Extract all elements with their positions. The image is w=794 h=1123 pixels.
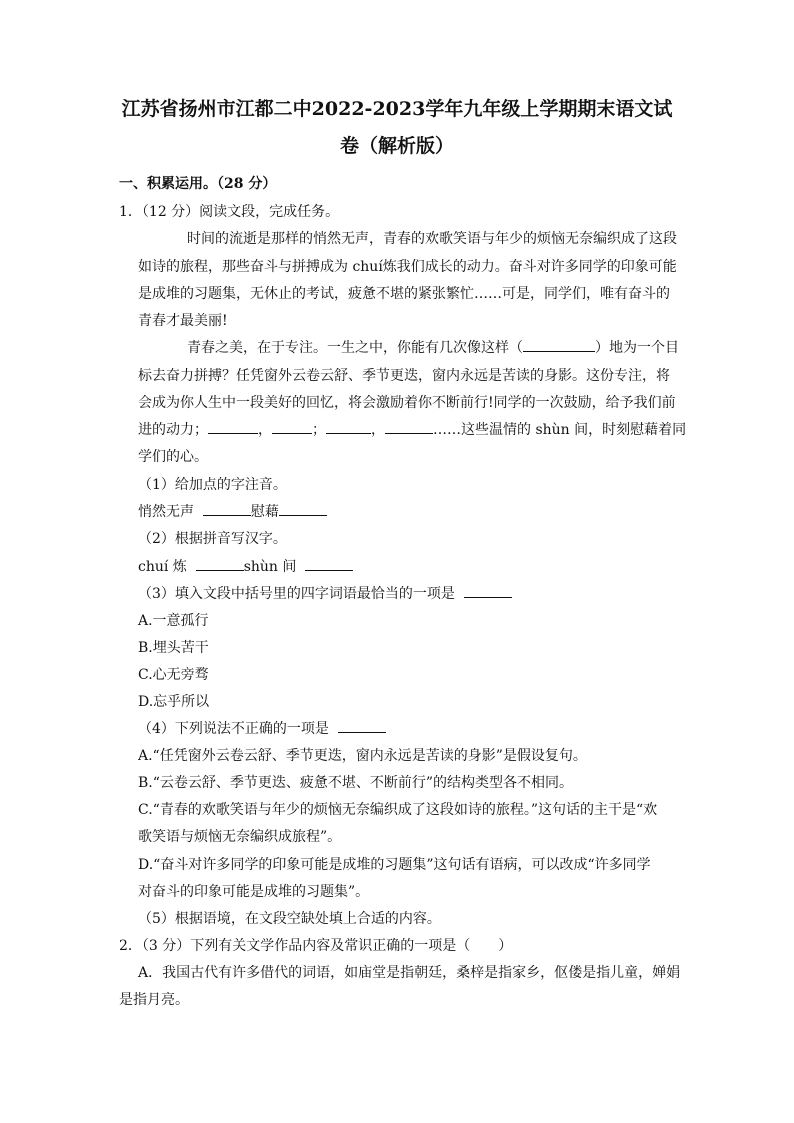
q1-sub4-option-a: A.“任凭窗外云卷云舒、季节更迭，窗内永远是苦读的身影”是假设复句。: [138, 748, 587, 764]
q1-passage-p2-line1-text-a: 青春之美，在于专注。一生之中，你能有几次像这样（: [187, 340, 523, 356]
q1-sub4-option-c-line2: 歌笑语与烦恼无奈编织成旅程”。: [138, 829, 342, 845]
q1-sub3-option-a: A.一意孤行: [138, 613, 209, 629]
q1-passage-p2-line5: 学们的心。: [138, 449, 208, 465]
q1-passage-p1-line2: 如诗的旅程，那些奋斗与拼搏成为 chuí炼我们成长的动力。奋斗对许多同学的印象可能: [138, 259, 677, 275]
q1-sub5-label: （5）根据语境，在文段空缺处填上合适的内容。: [138, 911, 441, 927]
q1-sub4-option-b: B.“云卷云舒、季节更迭、疲惫不堪、不断前行”的结构类型各不相同。: [138, 775, 574, 791]
answer-blank[interactable]: [196, 558, 244, 571]
q2-header: 2．（3 分）下列有关文学作品内容及常识正确的一项是（ ）: [119, 938, 513, 954]
sub1-word1: 悄然无声: [138, 504, 194, 520]
document-title-line1: 江苏省扬州市江都二中2022-2023学年九年级上学期期末语文试: [121, 98, 673, 120]
separator: ；: [312, 422, 326, 438]
q1-sub3-label-line: [138, 585, 512, 603]
q1-header: 1．（12 分）阅读文段，完成任务。: [119, 204, 340, 220]
q1-passage-p1-line4: 青春才最美丽!: [138, 313, 228, 329]
answer-blank[interactable]: [208, 421, 258, 434]
q1-passage-p1-line3: 是成堆的习题集，无休止的考试，疲惫不堪的紧张繁忙……可是，同学们，唯有奋斗的: [138, 286, 670, 302]
q2-option-a-line2: 是指月亮。: [119, 992, 189, 1008]
q1-passage-p1-line1: 时间的流逝是那样的悄然无声，青春的欢歌笑语与年少的烦恼无奈编织成了这段: [187, 231, 677, 247]
q1-passage-p2-line1-text-b: ）地为一个目: [595, 340, 679, 356]
q1-sub4-option-d-line1: D.“奋斗对许多同学的印象可能是成堆的习题集”这句话有语病，可以改成“许多同学: [138, 857, 651, 873]
answer-blank[interactable]: [523, 339, 595, 352]
answer-blank[interactable]: [385, 421, 433, 434]
q1-passage-p2-line2: 标去奋力拼搏？任凭窗外云卷云舒、季节更迭，窗内永远是苦读的身影。这份专注，将: [138, 368, 670, 384]
document-title-line2: 卷（解析版）: [339, 135, 454, 157]
answer-blank[interactable]: [305, 558, 353, 571]
answer-blank[interactable]: [272, 421, 312, 434]
q1-sub3-option-c: C.心无旁骛: [138, 667, 209, 683]
sub2-word2: shùn 间: [243, 559, 297, 575]
q1-sub2-label: （2）根据拼音写汉字。: [138, 531, 287, 547]
sub2-word1: chuí 炼: [138, 559, 187, 575]
q1-sub3-option-b: B.埋头苦干: [138, 640, 209, 656]
q1-sub1-answer-line: [138, 503, 327, 521]
sub1-word2: 慰藉: [250, 504, 279, 520]
q2-option-a-line1: A．我国古代有许多借代的词语，如庙堂是指朝廷，桑梓是指家乡，伛偻是指儿童，婵娟: [138, 965, 681, 981]
q1-passage-p2-line4-text-b: ……这些温情的 shùn 间，时刻慰藉着同: [433, 422, 687, 438]
q1-sub4-label: （4）下列说法不正确的一项是: [138, 721, 329, 737]
q1-passage-p2-line3: 会成为你人生中一段美好的回忆，将会激励着你不断前行!同学的一次鼓励，给予我们前: [138, 395, 676, 411]
section-heading: 一、积累运用。（28 分）: [119, 176, 277, 192]
q1-sub2-answer-line: [138, 558, 353, 576]
q1-passage-p2-line1: [187, 339, 679, 357]
q1-passage-p2-line4-text-a: 进的动力；: [138, 422, 208, 438]
answer-blank[interactable]: [338, 720, 386, 733]
separator: ，: [258, 422, 272, 438]
q1-sub3-option-d: D.忘乎所以: [138, 694, 210, 710]
answer-blank[interactable]: [203, 503, 251, 516]
q1-passage-p2-line4: [138, 421, 686, 439]
q1-sub3-label: （3）填入文段中括号里的四字词语最恰当的一项是: [138, 586, 455, 602]
separator: ，: [371, 422, 385, 438]
q1-sub4-option-d-line2: 对奋斗的印象可能是成堆的习题集”。: [138, 884, 370, 900]
answer-blank[interactable]: [464, 585, 512, 598]
q1-sub4-label-line: [138, 720, 386, 738]
answer-blank[interactable]: [279, 503, 327, 516]
answer-blank[interactable]: [326, 421, 371, 434]
q1-sub4-option-c-line1: C.“青春的欢歌笑语与年少的烦恼无奈编织成了这段如诗的旅程。”这句话的主干是“欢: [138, 802, 658, 818]
q1-sub1-label: （1）给加点的字注音。: [138, 477, 287, 493]
